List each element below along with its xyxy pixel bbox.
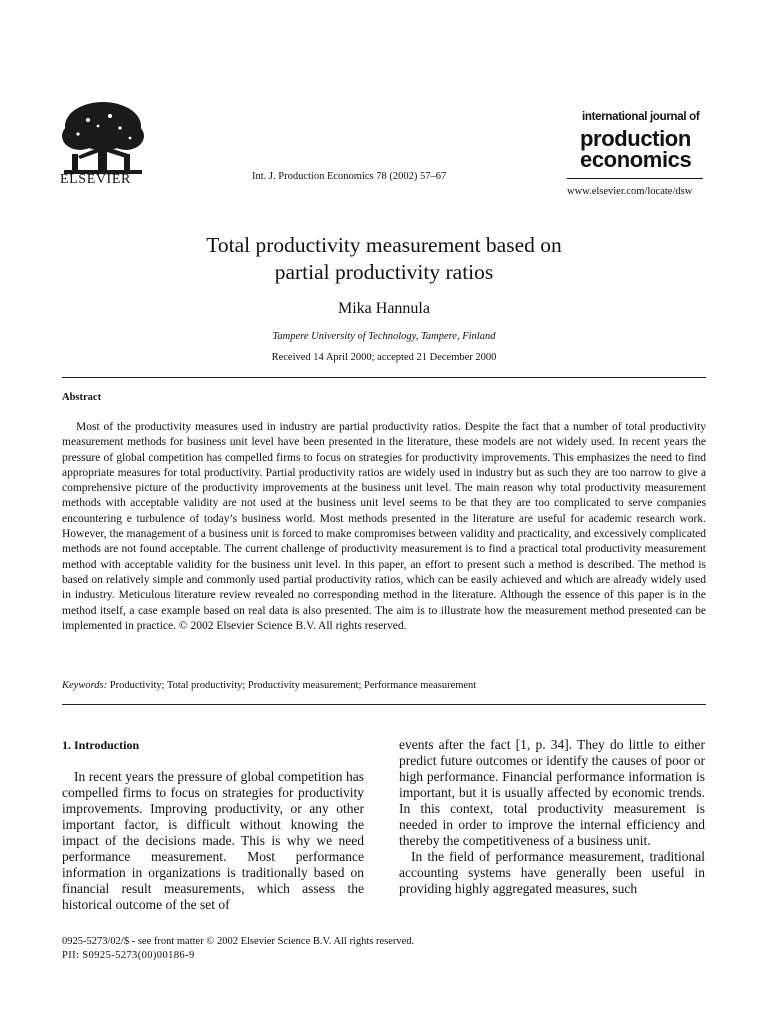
right-column <box>399 737 705 897</box>
publisher-name: ELSEVIER <box>60 172 131 187</box>
left-column-text: In recent years the pressure of global competition has compelled firms to focus on strategies for productivity improvements. Improving productivity, or any other important factor, is difficult without knowing the impact of the decisions made. This is why we need performance measurement. Most performance information in organizations is traditionally based on financial result measurements, which assess the historical outcome of the set of <box>62 769 364 912</box>
author-name: Mika Hannula <box>338 300 430 317</box>
pii-line: PII: S0925-5273(00)00186-9 <box>62 950 195 961</box>
keywords-label: Keywords: <box>62 680 108 691</box>
journal-rule <box>567 178 703 179</box>
article-dates: Received 14 April 2000; accepted 21 December 2000 <box>271 352 497 363</box>
keywords-list: Productivity; Total productivity; Productivity measurement; Performance measurement <box>109 680 477 691</box>
copyright-line: 0925-5273/02/$ - see front matter © 2002 Elsevier Science B.V. All rights reserved. <box>62 936 415 947</box>
article-title-line1: Total productivity measurement based on <box>206 233 562 257</box>
journal-url[interactable]: www.elsevier.com/locate/dsw <box>567 186 693 197</box>
section-heading: 1. Introduction <box>62 738 140 752</box>
journal-name-line1: production <box>580 126 691 151</box>
right-column-paragraph-2: In the field of performance measurement, traditional accounting systems have generally been useful in providing highly aggregated measures, such <box>399 849 705 896</box>
journal-name-line2: economics <box>580 147 692 172</box>
right-column-paragraph-1: events after the fact [1, p. 34]. They do little to either predict future outcomes or identify the causes of poor or high performance. Financial performance information is important, but it is usually affected by economic trends. In this context, total productivity measurement is needed in order to improve the internal efficiency and thereby the competitiveness of a business unit. <box>399 737 705 848</box>
keywords-line <box>62 680 706 691</box>
abstract-bottom-rule <box>62 704 706 705</box>
author-affiliation: Tampere University of Technology, Tampere, Finland <box>272 331 496 342</box>
journal-name-prefix: international journal of <box>582 111 700 123</box>
abstract-heading: Abstract <box>62 392 102 403</box>
abstract-top-rule <box>62 377 706 378</box>
journal-name-logo <box>580 128 691 170</box>
journal-citation: Int. J. Production Economics 78 (2002) 57–67 <box>252 171 447 182</box>
abstract-text: Most of the productivity measures used in industry are partial productivity ratios. Despite the fact that a number of total productivity measurement methods for business unit level have been presented in the literature, these models are not widely used. In recent years the pressure of global competition has compelled firms to focus on strategies for productivity improvements. This emphasizes the need to find appropriate measures for total productivity. Partial productivity ratios are widely used in industry but as such they are too narrow to give a comprehensive picture of the productivity improvements at the business unit level. The main reason why total productivity measurement methods with acceptable validity are not used at the business unit level seems to be that they are too complicated to serve companies encountering e turbulence of today’s business world. Most methods presented in the literature are useful for academic research work. However, the management of a business unit is forced to make compromises between validity and practicality, and excessively complicated methods are not found acceptable. The current challenge of productivity measurement is to find a practical total productivity measurement method with acceptable validity for the business unit level. In this paper, an effort to present such a method is described. The method is based on relatively simple and commonly used partial productivity ratios, which can be easily achieved and which are already widely used in industry. Meticulous literature review revealed no corresponding method in the literature. Although the essence of this paper is in the method itself, a case example based on real data is also presented. The aim is to illustrate how the measurement method presented can be implemented in practice. © 2002 Elsevier Science B.V. All rights reserved. <box>62 421 706 632</box>
article-title <box>0 232 768 286</box>
article-title-line2: partial productivity ratios <box>274 260 494 284</box>
